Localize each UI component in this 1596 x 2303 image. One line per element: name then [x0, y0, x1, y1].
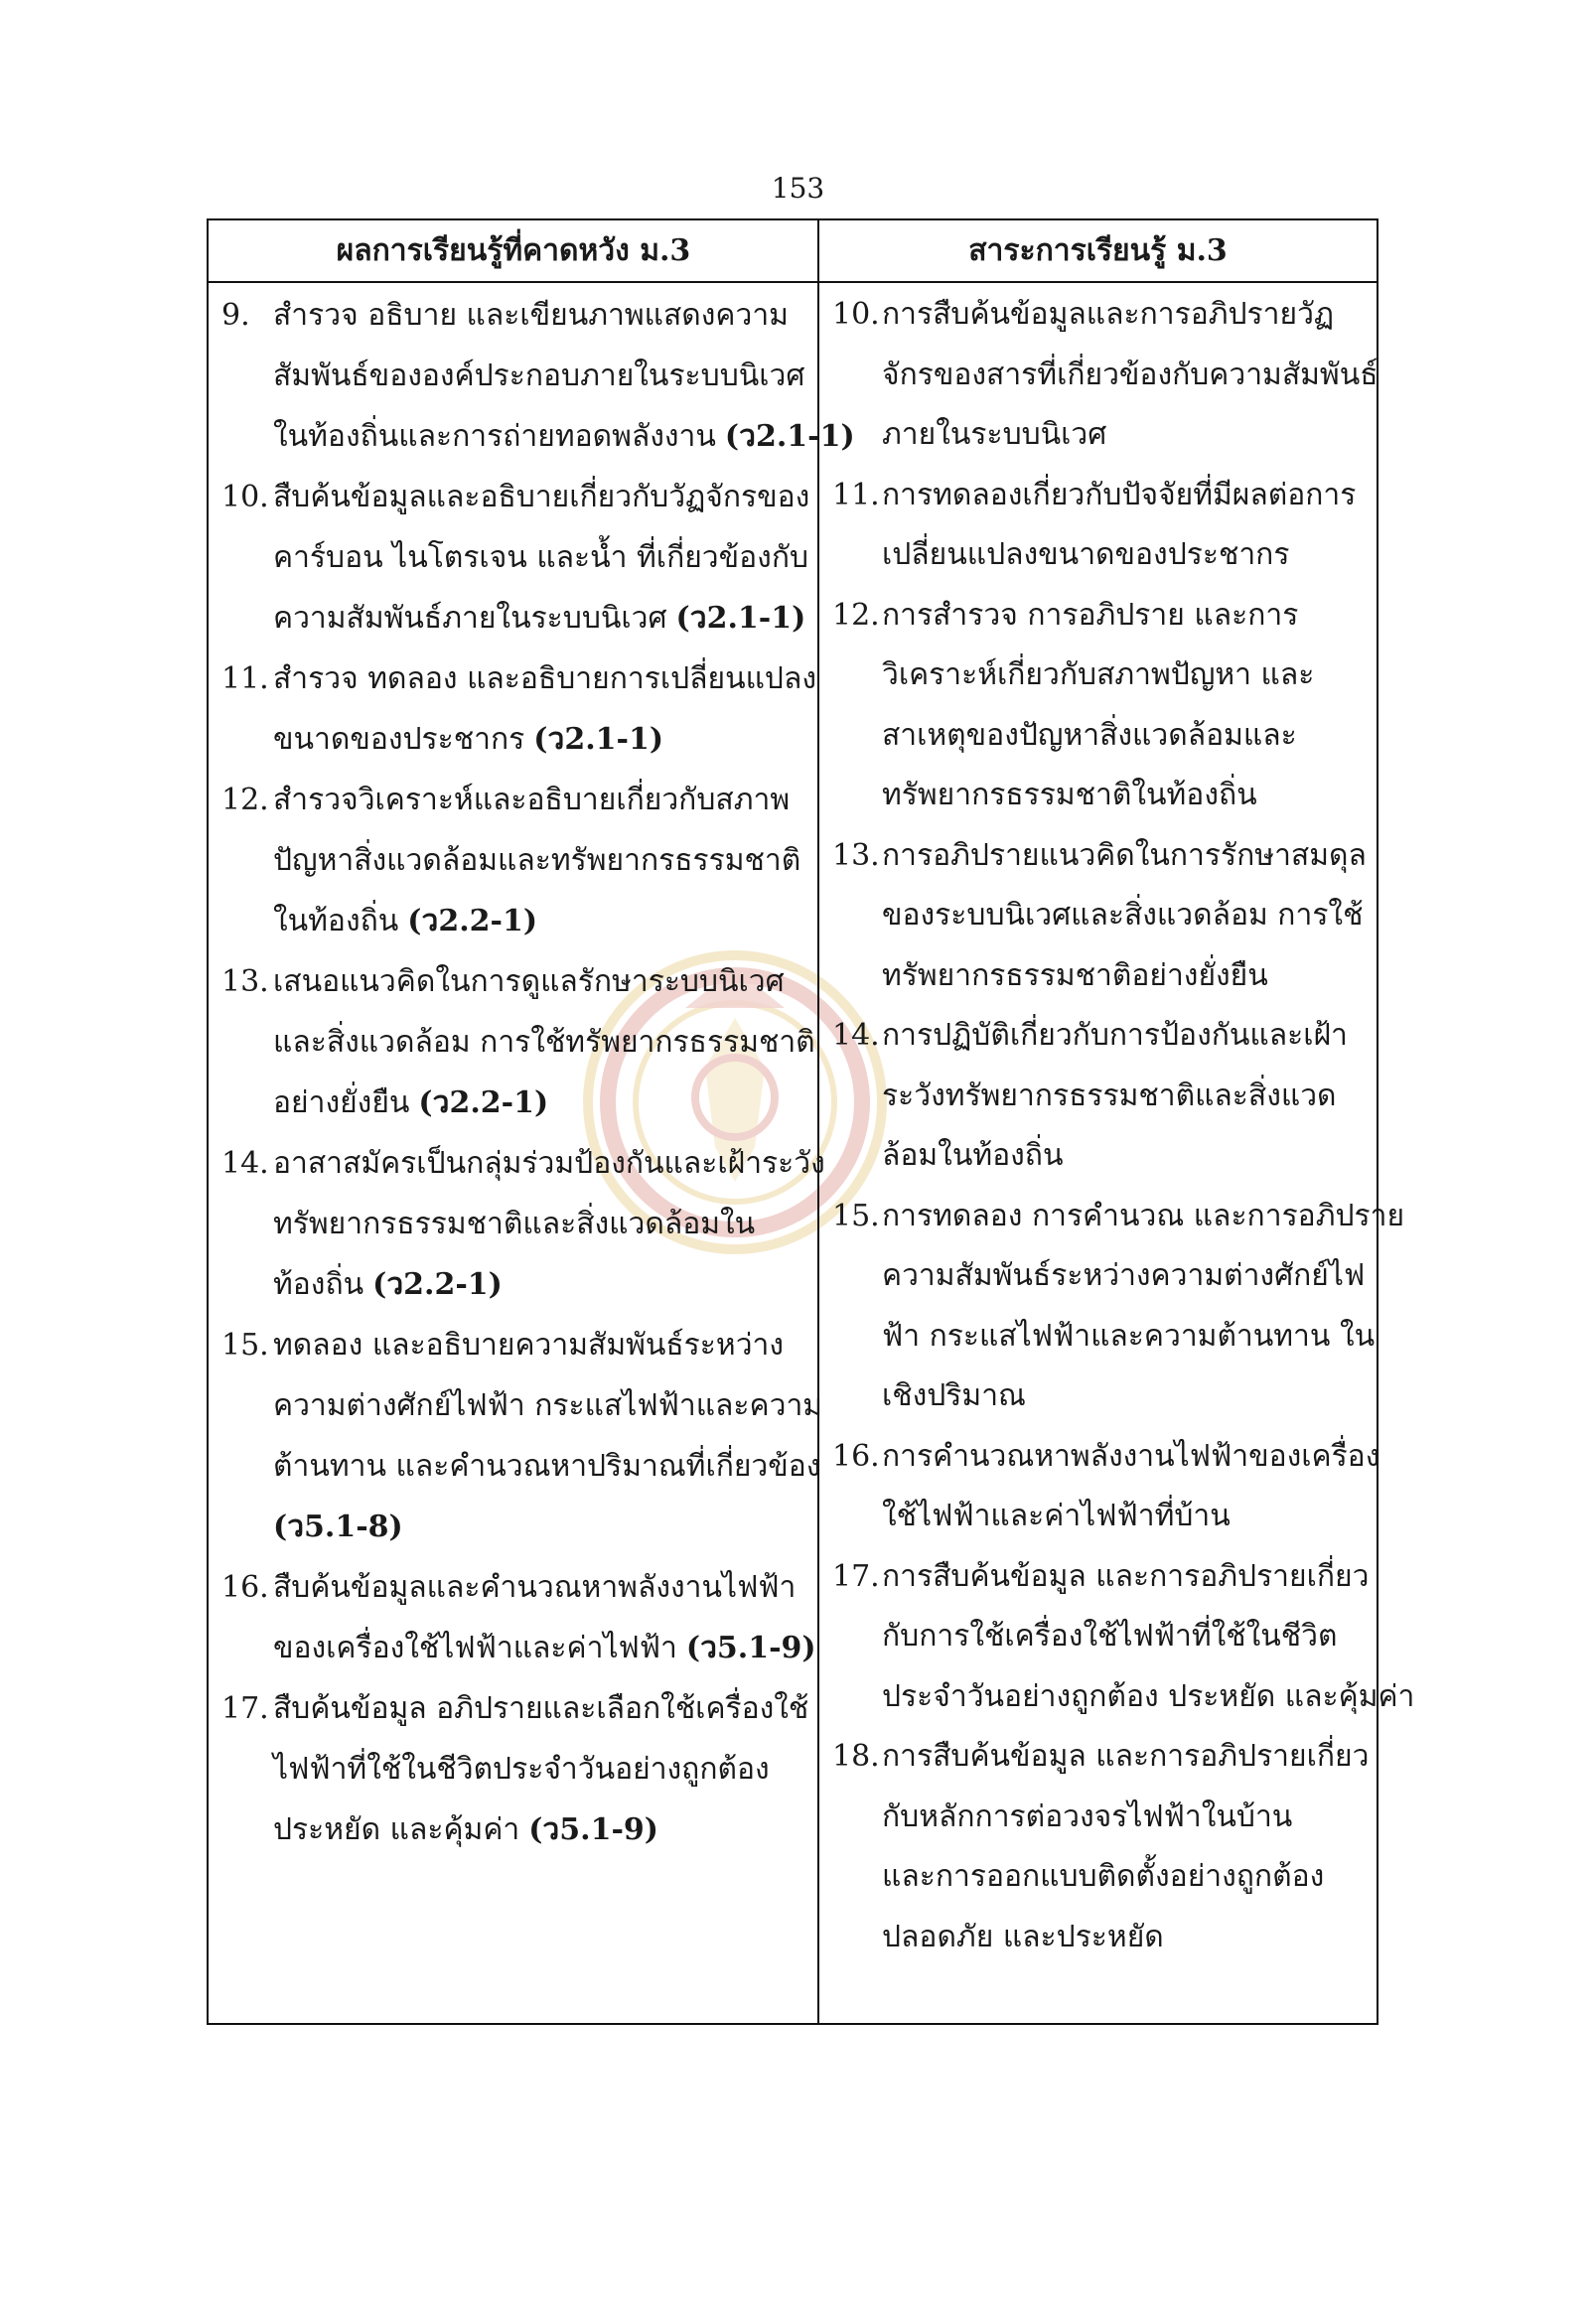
item-line — [882, 1427, 1380, 1488]
item-line — [882, 1067, 1377, 1127]
item-line-text: ต้านทาน และคำนวณหาปริมาณที่เกี่ยวข้อง — [273, 1449, 821, 1484]
item-line-text: สาเหตุของปัญหาสิ่งแวดล้อมและ — [882, 717, 1297, 753]
item-line — [882, 586, 1377, 647]
item-line-text: อาสาสมัครเป็นกลุ่มร่วมป้องกันและเฝ้าระวัง — [273, 1146, 825, 1181]
item-line — [273, 1133, 825, 1194]
indicator-code: (ว5.1-9) — [685, 1631, 816, 1665]
header-expected-outcomes: ผลการเรียนรู้ที่คาดหวัง ม.3 — [336, 233, 691, 268]
item-line — [882, 1788, 1377, 1848]
indicator-code: (ว2.1-1) — [533, 722, 664, 757]
item-line-text: ของระบบนิเวศและสิ่งแวดล้อม การใช้ — [882, 898, 1364, 933]
item-line-text: ล้อมในท้องถิ่น — [882, 1138, 1064, 1173]
item-line — [273, 1194, 817, 1254]
item-number: 11. — [832, 477, 880, 512]
item-line — [273, 1557, 817, 1618]
item-text — [273, 770, 817, 951]
item-text — [882, 1727, 1377, 1967]
item-line-text: กับการใช้เครื่องใช้ไฟฟ้าที่ใช้ในชีวิต — [882, 1619, 1338, 1654]
item-line-text: ภายในระบบนิเวศ — [882, 417, 1107, 452]
item-number: 12. — [221, 783, 269, 817]
item-line-text: ใช้ไฟฟ้าและค่าไฟฟ้าที่บ้าน — [882, 1499, 1231, 1533]
item-line — [882, 1006, 1377, 1067]
item-number: 14. — [832, 1018, 880, 1053]
item-number: 14. — [221, 1146, 269, 1181]
item-line — [882, 1667, 1415, 1728]
item-line-text: สืบค้นข้อมูลและคำนวณหาพลังงานไฟฟ้า — [273, 1570, 797, 1605]
item-line — [273, 1739, 817, 1799]
item-text — [882, 466, 1377, 586]
item-line — [273, 648, 817, 709]
item-line — [882, 346, 1377, 406]
item-line — [273, 285, 817, 346]
item-line-text: ความต่างศักย์ไฟฟ้า กระแสไฟฟ้าและความ — [273, 1388, 823, 1423]
list-item — [832, 1006, 1377, 1187]
item-line — [273, 1618, 817, 1678]
item-line — [273, 1375, 823, 1436]
item-number: 18. — [832, 1739, 880, 1774]
item-line-text: ขนาดของประชากร — [273, 722, 525, 757]
item-number: 10. — [832, 297, 880, 332]
item-number: 13. — [832, 837, 880, 873]
item-line-text: การสืบค้นข้อมูล และการอภิปรายเกี่ยว — [882, 1739, 1370, 1774]
item-line-text: ไฟฟ้าที่ใช้ในชีวิตประจำวันอย่างถูกต้อง — [273, 1752, 770, 1787]
item-line — [882, 826, 1377, 887]
indicator-code: (ว2.2-1) — [372, 1267, 503, 1302]
item-line-text: เสนอแนวคิดในการดูแลรักษาระบบนิเวศ — [273, 964, 785, 999]
item-line-text: ทรัพยากรธรรมชาติในท้องถิ่น — [882, 778, 1257, 812]
item-line — [882, 525, 1377, 586]
item-line — [273, 1012, 817, 1073]
item-line-text: การสืบค้นข้อมูล และการอภิปรายเกี่ยว — [882, 1558, 1370, 1594]
list-item — [832, 1427, 1380, 1547]
list-item — [221, 1678, 817, 1860]
item-text — [273, 1133, 825, 1315]
list-item — [221, 285, 855, 467]
item-line-text: ประหยัด และคุ้มค่า — [273, 1812, 520, 1847]
item-line — [273, 406, 855, 467]
item-number: 17. — [832, 1558, 880, 1594]
item-line-text: อย่างยั่งยืน — [273, 1085, 410, 1120]
item-text — [273, 467, 817, 648]
item-line-text: ความสัมพันธ์ระหว่างความต่างศักย์ไฟ — [882, 1258, 1366, 1293]
list-item — [832, 1187, 1405, 1427]
indicator-code: (ว5.1-8) — [273, 1510, 403, 1544]
item-line — [273, 1799, 817, 1860]
indicator-code: (ว2.1-1) — [675, 601, 806, 636]
item-number: 16. — [832, 1438, 880, 1474]
item-line — [273, 1678, 817, 1739]
item-line — [882, 1847, 1377, 1908]
item-text — [273, 285, 855, 467]
item-line — [273, 951, 817, 1012]
list-item — [832, 466, 1377, 586]
item-text — [882, 1547, 1415, 1728]
item-line — [273, 1315, 817, 1375]
item-number: 17. — [221, 1691, 269, 1726]
item-line-text: เชิงปริมาณ — [882, 1378, 1026, 1413]
item-line-text: ในท้องถิ่น — [273, 904, 399, 938]
item-text — [273, 951, 817, 1133]
list-item — [832, 826, 1377, 1007]
item-line-text: สำรวจวิเคราะห์และอธิบายเกี่ยวกับสภาพ — [273, 783, 791, 817]
item-number: 15. — [221, 1328, 269, 1363]
item-text — [882, 586, 1377, 826]
item-line-text: ทรัพยากรธรรมชาติอย่างยั่งยืน — [882, 957, 1268, 993]
item-line — [882, 1126, 1377, 1187]
list-item — [221, 951, 817, 1133]
indicator-code: (ว2.2-1) — [418, 1085, 549, 1120]
table-header-row — [209, 220, 1377, 283]
item-line-text: และสิ่งแวดล้อม การใช้ทรัพยากรธรรมชาติ — [273, 1025, 815, 1060]
item-text — [882, 1006, 1377, 1187]
list-item — [221, 648, 817, 770]
indicator-code: (ว2.2-1) — [407, 904, 538, 938]
item-number: 15. — [832, 1198, 880, 1233]
item-line-text: สัมพันธ์ขององค์ประกอบภายในระบบนิเวศ — [273, 359, 805, 393]
item-line — [273, 1436, 821, 1497]
item-line — [273, 1497, 817, 1557]
list-item — [832, 285, 1377, 466]
item-text — [273, 648, 817, 770]
list-item — [832, 1547, 1415, 1728]
item-line — [882, 886, 1377, 946]
item-line — [273, 770, 817, 830]
item-line — [882, 405, 1377, 466]
item-line — [882, 466, 1377, 526]
item-line — [273, 588, 817, 648]
list-item — [221, 1557, 817, 1678]
item-line-text: การคำนวณหาพลังงานไฟฟ้าของเครื่อง — [882, 1438, 1380, 1474]
list-item — [832, 586, 1377, 826]
item-line — [273, 1073, 817, 1133]
item-line-text: ประจำวันอย่างถูกต้อง ประหยัด และคุ้มค่า — [882, 1678, 1415, 1714]
item-line — [273, 467, 817, 527]
item-number: 11. — [221, 661, 269, 696]
item-line-text: เปลี่ยนแปลงขนาดของประชากร — [882, 537, 1290, 572]
item-line-text: ในท้องถิ่นและการถ่ายทอดพลังงาน — [273, 419, 716, 454]
item-line-text: การปฏิบัติเกี่ยวกับการป้องกันและเฝ้า — [882, 1018, 1348, 1053]
item-text — [273, 1315, 823, 1557]
item-line-text: กับหลักการต่อวงจรไฟฟ้าในบ้าน — [882, 1799, 1293, 1834]
item-text — [882, 285, 1377, 466]
item-line-text: ท้องถิ่น — [273, 1267, 364, 1302]
item-line-text: สำรวจ อธิบาย และเขียนภาพแสดงความ — [273, 298, 789, 333]
indicator-code: (ว2.1-1) — [724, 419, 855, 454]
item-line-text: ระวังทรัพยากรธรรมชาติและสิ่งแวด — [882, 1078, 1337, 1113]
curriculum-table — [207, 218, 1415, 2025]
item-line-text: ฟ้า กระแสไฟฟ้าและความต้านทาน ใน — [882, 1318, 1376, 1354]
item-line-text: ปัญหาสิ่งแวดล้อมและทรัพยากรธรรมชาติ — [273, 843, 801, 878]
learning-content-column — [819, 283, 1415, 1967]
item-line-text: การอภิปรายแนวคิดในการรักษาสมดุล — [882, 837, 1367, 873]
page-number: 153 — [771, 172, 825, 205]
item-text — [273, 1557, 817, 1678]
item-line-text: การทดลอง การคำนวณ และการอภิปราย — [882, 1198, 1405, 1233]
item-line — [273, 891, 817, 951]
item-line — [882, 1307, 1377, 1367]
item-number: 10. — [221, 480, 269, 514]
item-line-text: สืบค้นข้อมูล อภิปรายและเลือกใช้เครื่องใช้ — [273, 1691, 809, 1726]
list-item — [221, 770, 817, 951]
item-line-text: ความสัมพันธ์ภายในระบบนิเวศ — [273, 601, 667, 636]
item-number: 9. — [221, 298, 250, 333]
item-number: 12. — [832, 597, 880, 633]
item-line — [882, 285, 1377, 346]
item-line — [882, 1487, 1377, 1547]
item-line — [882, 1187, 1405, 1247]
item-line-text: วิเคราะห์เกี่ยวกับสภาพปัญหา และ — [882, 657, 1315, 692]
item-line-text: การสำรวจ การอภิปราย และการ — [882, 597, 1299, 633]
indicator-code: (ว5.1-9) — [528, 1812, 658, 1847]
item-line — [882, 946, 1377, 1007]
list-item — [221, 467, 817, 648]
list-item — [832, 1727, 1377, 1967]
item-line — [273, 527, 817, 588]
item-line-text: และการออกแบบติดตั้งอย่างถูกต้อง — [882, 1859, 1325, 1894]
item-line — [882, 1607, 1377, 1667]
item-line — [882, 1908, 1377, 1968]
item-text — [882, 826, 1377, 1007]
item-line — [882, 1246, 1377, 1307]
item-line — [882, 1727, 1377, 1788]
header-learning-content: สาระการเรียนรู้ ม.3 — [968, 233, 1228, 268]
item-line-text: ของเครื่องใช้ไฟฟ้าและค่าไฟฟ้า — [273, 1631, 677, 1665]
item-line — [882, 766, 1377, 826]
item-text — [882, 1427, 1380, 1547]
item-text — [273, 1678, 817, 1860]
item-line-text: ทรัพยากรธรรมชาติและสิ่งแวดล้อมใน — [273, 1207, 756, 1241]
item-line-text: จักรของสารที่เกี่ยวข้องกับความสัมพันธ์ — [882, 357, 1378, 392]
list-item — [221, 1133, 825, 1315]
item-line — [882, 1547, 1377, 1608]
item-line — [882, 1367, 1377, 1427]
item-line — [273, 346, 817, 406]
item-number: 16. — [221, 1570, 269, 1605]
item-line-text: ปลอดภัย และประหยัด — [882, 1919, 1164, 1954]
item-line-text: สืบค้นข้อมูลและอธิบายเกี่ยวกับวัฏจักรของ — [273, 480, 810, 514]
item-line — [882, 646, 1377, 706]
item-line-text: คาร์บอน ไนโตรเจน และน้ำ ที่เกี่ยวข้องกับ — [273, 540, 809, 575]
item-line — [882, 706, 1377, 767]
item-line-text: ทดลอง และอธิบายความสัมพันธ์ระหว่าง — [273, 1328, 785, 1363]
item-line-text: การสืบค้นข้อมูลและการอภิปรายวัฏ — [882, 297, 1335, 332]
item-line-text: การทดลองเกี่ยวกับปัจจัยที่มีผลต่อการ — [882, 477, 1357, 512]
list-item — [221, 1315, 823, 1557]
item-line — [273, 1254, 817, 1315]
item-number: 13. — [221, 964, 269, 999]
item-line-text: สำรวจ ทดลอง และอธิบายการเปลี่ยนแปลง — [273, 661, 817, 696]
expected-outcomes-column — [209, 283, 855, 1860]
item-line — [273, 830, 817, 891]
item-line — [273, 709, 817, 770]
item-text — [882, 1187, 1405, 1427]
